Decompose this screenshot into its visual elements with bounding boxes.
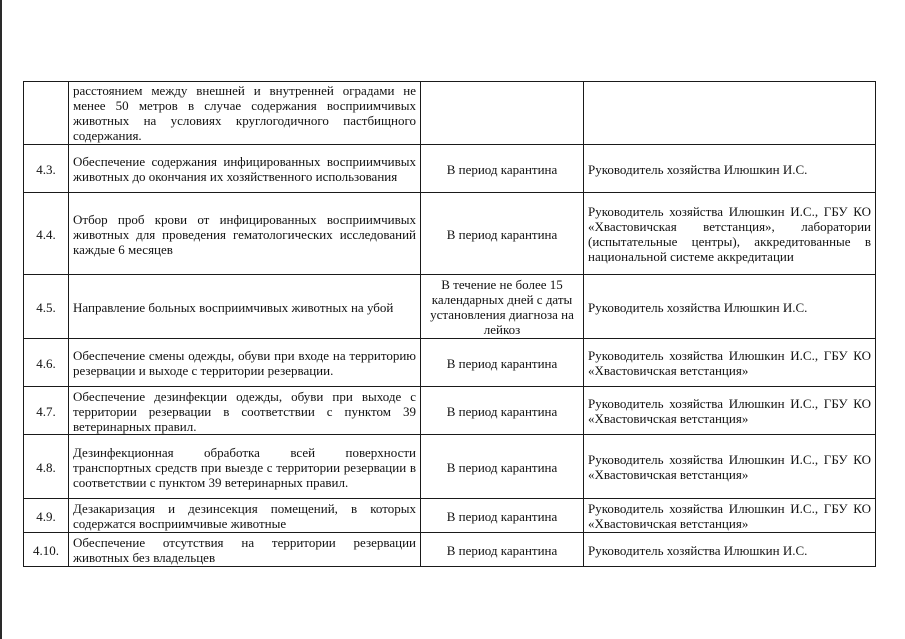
row-number: 4.7. — [24, 387, 69, 435]
measure-description: Направление больных восприимчивых животных на убой — [69, 275, 421, 339]
measure-term: В период карантина — [421, 145, 584, 193]
measure-term: В течение не более 15 календарных дней с даты установления диагноза на лейкоз — [421, 275, 584, 339]
table-row — [24, 193, 876, 275]
measure-responsible: Руководитель хозяйства Илюшкин И.С., ГБУ КО «Хвастовичская ветстанция» — [584, 435, 876, 499]
table-row — [24, 499, 876, 533]
measure-description: Обеспечение содержания инфицированных восприимчивых животных до окончания их хозяйственного использования — [69, 145, 421, 193]
measure-responsible: Руководитель хозяйства Илюшкин И.С., ГБУ КО «Хвастовичская ветстанция», лаборатории (испытательные центры), аккредитованные в национальной системе аккредитации — [584, 193, 876, 275]
row-number: 4.3. — [24, 145, 69, 193]
table-row — [24, 533, 876, 567]
row-number: 4.8. — [24, 435, 69, 499]
measure-term: В период карантина — [421, 387, 584, 435]
measure-responsible: Руководитель хозяйства Илюшкин И.С., ГБУ КО «Хвастовичская ветстанция» — [584, 339, 876, 387]
measure-term: В период карантина — [421, 193, 584, 275]
measure-responsible — [584, 82, 876, 145]
table-row — [24, 82, 876, 145]
measure-description: Дезакаризация и дезинсекция помещений, в которых содержатся восприимчивые животные — [69, 499, 421, 533]
measure-term: В период карантина — [421, 435, 584, 499]
table-row — [24, 387, 876, 435]
measure-term: В период карантина — [421, 499, 584, 533]
measure-description: Отбор проб крови от инфицированных восприимчивых животных для проведения гематологических исследований каждые 6 месяцев — [69, 193, 421, 275]
measure-responsible: Руководитель хозяйства Илюшкин И.С. — [584, 145, 876, 193]
measure-term: В период карантина — [421, 533, 584, 567]
row-number: 4.6. — [24, 339, 69, 387]
table-row — [24, 339, 876, 387]
row-number — [24, 82, 69, 145]
measure-responsible: Руководитель хозяйства Илюшкин И.С. — [584, 275, 876, 339]
measure-term: В период карантина — [421, 339, 584, 387]
table-row — [24, 145, 876, 193]
measure-description: Обеспечение дезинфекции одежды, обуви при выходе с территории резервации в соответствии с пунктом 39 ветеринарных правил. — [69, 387, 421, 435]
table-row — [24, 435, 876, 499]
measure-description: Обеспечение смены одежды, обуви при входе на территорию резервации и выходе с территории резервации. — [69, 339, 421, 387]
row-number: 4.10. — [24, 533, 69, 567]
measure-term — [421, 82, 584, 145]
measure-description: расстоянием между внешней и внутренней оградами не менее 50 метров в случае содержания восприимчивых животных на условиях круглогодичного пастбищного содержания. — [69, 82, 421, 145]
table-row — [24, 275, 876, 339]
measure-responsible: Руководитель хозяйства Илюшкин И.С., ГБУ КО «Хвастовичская ветстанция» — [584, 387, 876, 435]
measure-description: Обеспечение отсутствия на территории резервации животных без владельцев — [69, 533, 421, 567]
measures-table — [23, 81, 876, 567]
measure-description: Дезинфекционная обработка всей поверхности транспортных средств при выезде с территории резервации в соответствии с пунктом 39 ветеринарных правил. — [69, 435, 421, 499]
measure-responsible: Руководитель хозяйства Илюшкин И.С., ГБУ КО «Хвастовичская ветстанция» — [584, 499, 876, 533]
page-edge-line — [0, 0, 2, 639]
measure-responsible: Руководитель хозяйства Илюшкин И.С. — [584, 533, 876, 567]
row-number: 4.5. — [24, 275, 69, 339]
row-number: 4.9. — [24, 499, 69, 533]
row-number: 4.4. — [24, 193, 69, 275]
